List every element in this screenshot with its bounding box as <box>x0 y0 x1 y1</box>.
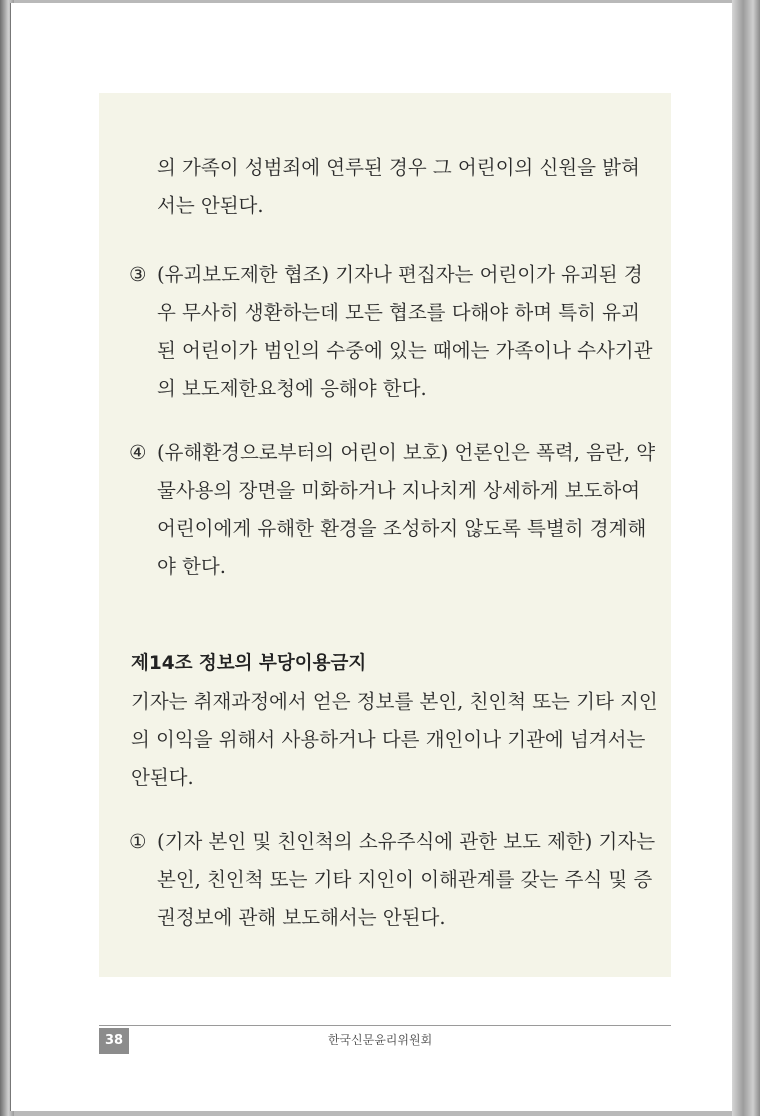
page-edge <box>732 0 760 1116</box>
item-3-paragraph <box>99 256 671 408</box>
text-line: 기자는 취재과정에서 얻은 정보를 본인, 친인척 또는 기타 지인 <box>131 690 658 713</box>
footer-rule <box>99 1025 671 1026</box>
continuation-paragraph <box>99 149 671 225</box>
text-line: (유괴보도제한 협조) 기자나 편집자는 어린이가 유괴된 경 <box>157 263 643 286</box>
text-line: 권정보에 관해 보도해서는 안된다. <box>157 906 446 929</box>
text-line: 우 무사히 생환하는데 모든 협조를 다해야 하며 특히 유괴 <box>157 301 640 324</box>
item-number: ④ <box>129 441 147 464</box>
text-line: 의 이익을 위해서 사용하거나 다른 개인이나 기관에 넘겨서는 <box>131 728 646 751</box>
article-14 <box>99 645 671 797</box>
item-1-paragraph <box>99 823 671 937</box>
text-line: (유해환경으로부터의 어린이 보호) 언론인은 폭력, 음란, 약 <box>157 441 656 464</box>
text-line: 어린이에게 유해한 환경을 조성하지 않도록 특별히 경계해 <box>157 517 647 540</box>
text-line: 야 한다. <box>157 555 226 578</box>
page-number: 38 <box>99 1028 129 1054</box>
text-line: 안된다. <box>131 766 194 789</box>
text-line: 물사용의 장면을 미화하거나 지나치게 상세하게 보도하여 <box>157 479 641 502</box>
article-heading: 제14조 정보의 부당이용금지 <box>131 653 367 674</box>
text-line: 된 어린이가 범인의 수중에 있는 때에는 가족이나 수사기관 <box>157 339 653 362</box>
item-number: ③ <box>129 263 147 286</box>
text-line: 의 가족이 성범죄에 연루된 경우 그 어린이의 신원을 밝혀 <box>157 156 640 179</box>
text-line: 의 보도제한요청에 응해야 한다. <box>157 377 427 400</box>
item-4-paragraph <box>99 434 671 586</box>
text-line: (기자 본인 및 친인척의 소유주식에 관한 보도 제한) 기자는 <box>157 830 656 853</box>
text-line: 서는 안된다. <box>157 194 264 217</box>
item-number: ① <box>129 830 147 853</box>
publisher-name: 한국신문윤리위원회 <box>327 1033 433 1047</box>
content-panel <box>99 93 671 977</box>
text-line: 본인, 친인척 또는 기타 지인이 이해관계를 갖는 주식 및 증 <box>157 868 653 891</box>
